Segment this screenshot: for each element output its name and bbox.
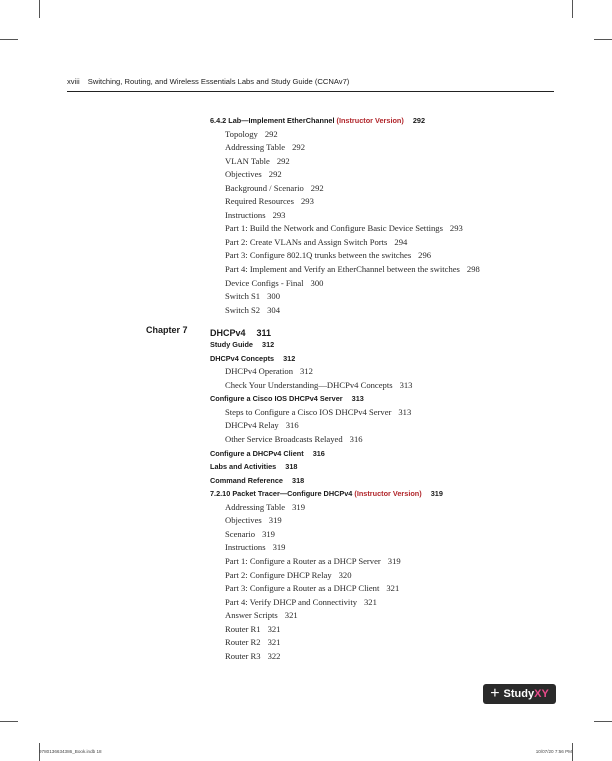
page-ref: 321 <box>364 596 377 607</box>
entry-title: Router R2 <box>225 637 261 648</box>
entry-title: Addressing Table <box>225 142 286 153</box>
page-ref: 300 <box>267 291 280 302</box>
entry-title: Background / Scenario <box>225 182 304 193</box>
toc-subitems-dhcp-concepts <box>210 365 570 392</box>
chapter-label: Chapter 7 <box>146 325 188 336</box>
toc-entry[interactable] <box>210 650 570 664</box>
page-ref: 313 <box>398 406 412 417</box>
section-title: 7.2.10 Packet Tracer—Configure DHCPv4 <box>210 489 353 499</box>
toc-section-configure-client[interactable] <box>210 447 570 461</box>
toc-entry[interactable] <box>210 582 570 596</box>
toc-entry[interactable] <box>210 182 570 196</box>
toc-subitems-lab-642 <box>210 128 570 318</box>
page-ref: 322 <box>267 650 281 661</box>
running-title: Switching, Routing, and Wireless Essentials Labs and Study Guide (CCNAv7) <box>87 77 350 86</box>
toc-entry[interactable] <box>210 379 570 393</box>
crop-mark <box>0 39 18 40</box>
toc-entry[interactable] <box>210 541 570 555</box>
entry-title: Part 2: Configure DHCP Relay <box>225 569 332 580</box>
page-ref: 292 <box>268 169 282 180</box>
section-title: Configure a Cisco IOS DHCPv4 Server <box>210 394 343 404</box>
page-number: xviii <box>67 77 80 86</box>
toc-entry[interactable] <box>210 609 570 623</box>
slug-datetime: 10/07/20 7:56 PM <box>535 749 572 754</box>
page-ref: 319 <box>272 542 286 553</box>
page-ref: 319 <box>430 489 443 499</box>
studyxy-badge <box>483 684 556 704</box>
entry-title: Addressing Table <box>225 501 286 512</box>
badge-word: Study <box>503 688 535 700</box>
page-ref: 292 <box>310 182 324 193</box>
toc-entry[interactable] <box>210 419 570 433</box>
chapter-title: DHCPv4 <box>210 328 246 339</box>
page-ref: 319 <box>292 501 305 512</box>
entry-title: Objectives <box>225 515 262 526</box>
section-title: Command Reference <box>210 475 283 485</box>
toc-entry[interactable] <box>210 277 570 291</box>
toc-entry[interactable] <box>210 209 570 223</box>
page-ref: 313 <box>351 394 364 404</box>
entry-title: DHCPv4 Relay <box>225 420 279 431</box>
toc-subitems-pt-7210 <box>210 501 570 664</box>
page-ref: 316 <box>349 434 363 445</box>
toc-entry[interactable] <box>210 155 570 169</box>
entry-title: Answer Scripts <box>225 610 278 621</box>
toc-section-command-reference[interactable] <box>210 474 570 488</box>
crop-mark <box>0 721 18 722</box>
instructor-version-tag: (Instructor Version) <box>354 489 422 499</box>
toc-entry[interactable] <box>210 128 570 142</box>
entry-title: Other Service Broadcasts Relayed <box>225 434 343 445</box>
entry-title: Steps to Configure a Cisco IOS DHCPv4 Server <box>225 406 392 417</box>
section-title: Study Guide <box>210 340 253 350</box>
entry-title: Part 3: Configure 802.1Q trunks between the switches <box>225 250 412 261</box>
entry-title: VLAN Table <box>225 155 270 166</box>
toc-entry[interactable] <box>210 528 570 542</box>
plus-icon: + <box>490 685 500 702</box>
page-ref: 312 <box>283 353 296 363</box>
page-ref: 320 <box>338 569 352 580</box>
table-of-contents <box>146 114 570 663</box>
page-ref: 292 <box>412 116 426 125</box>
entry-title: Part 1: Configure a Router as a DHCP Server <box>225 555 381 566</box>
entry-title: Part 3: Configure a Router as a DHCP Client <box>225 583 380 594</box>
page-ref: 321 <box>386 583 400 594</box>
entry-title: Instructions <box>225 209 266 220</box>
toc-section-lab-642[interactable] <box>210 114 570 128</box>
toc-entry[interactable] <box>210 433 570 447</box>
toc-section-dhcp-concepts[interactable] <box>210 352 570 366</box>
badge-suffix: XY <box>534 688 549 700</box>
running-header <box>67 77 349 86</box>
crop-mark <box>594 721 612 722</box>
page-ref: 312 <box>300 366 313 377</box>
toc-section-study-guide[interactable] <box>210 338 570 352</box>
page-ref: 294 <box>394 236 408 247</box>
entry-title: Part 4: Verify DHCP and Connectivity <box>225 596 357 607</box>
entry-title: Switch S2 <box>225 304 261 315</box>
toc-entry[interactable] <box>210 141 570 155</box>
toc-section-labs-activities[interactable] <box>210 460 570 474</box>
toc-entry[interactable] <box>210 596 570 610</box>
entry-title: Instructions <box>225 542 266 553</box>
page-ref: 321 <box>284 610 298 621</box>
entry-title: Switch S1 <box>225 291 261 302</box>
toc-entry[interactable] <box>210 263 570 277</box>
toc-entry[interactable] <box>210 249 570 263</box>
page-ref: 318 <box>285 462 298 472</box>
toc-entry[interactable] <box>210 501 570 515</box>
entry-title: Part 4: Implement and Verify an EtherChannel between the switches <box>225 264 460 275</box>
page-ref: 304 <box>267 304 280 315</box>
page-ref: 312 <box>262 340 275 350</box>
toc-entry[interactable] <box>210 623 570 637</box>
entry-title: Device Configs - Final <box>225 277 304 288</box>
crop-mark <box>39 0 40 18</box>
toc-section-pt-7210[interactable] <box>210 487 570 501</box>
page-ref: 292 <box>264 128 278 139</box>
page-ref: 293 <box>272 209 286 220</box>
entry-title: Scenario <box>225 528 256 539</box>
page-ref: 319 <box>268 515 282 526</box>
toc-section-configure-server[interactable] <box>210 392 570 406</box>
toc-entry[interactable] <box>210 222 570 236</box>
page-ref: 318 <box>292 475 305 485</box>
crop-mark <box>594 39 612 40</box>
toc-entry[interactable] <box>210 195 570 209</box>
page-ref: 292 <box>292 142 305 153</box>
page-ref: 293 <box>449 223 463 234</box>
toc-entry[interactable] <box>210 168 570 182</box>
page-ref: 321 <box>267 623 281 634</box>
page-ref: 316 <box>285 420 299 431</box>
toc-entry[interactable] <box>210 236 570 250</box>
page-ref: 300 <box>310 277 324 288</box>
toc-entry[interactable] <box>210 514 570 528</box>
page-ref: 321 <box>267 637 281 648</box>
entry-title: Topology <box>225 128 258 139</box>
entry-title: DHCPv4 Operation <box>225 366 294 377</box>
page-ref: 313 <box>399 379 413 390</box>
page-ref: 319 <box>262 528 275 539</box>
toc-entry[interactable] <box>210 406 570 420</box>
page-ref: 311 <box>256 328 272 339</box>
crop-mark <box>572 743 573 761</box>
section-title: Configure a DHCPv4 Client <box>210 448 304 458</box>
toc-subitems-configure-server <box>210 406 570 447</box>
toc-entry[interactable] <box>210 365 570 379</box>
toc-entry[interactable] <box>210 304 570 318</box>
header-rule <box>67 91 554 92</box>
entry-title: Check Your Understanding—DHCPv4 Concepts <box>225 379 393 390</box>
section-title: DHCPv4 Concepts <box>210 353 275 363</box>
toc-entry[interactable] <box>210 636 570 650</box>
page-ref: 292 <box>276 155 290 166</box>
entry-title: Objectives <box>225 169 262 180</box>
toc-entry[interactable] <box>210 290 570 304</box>
section-title: 6.4.2 Lab—Implement EtherChannel <box>210 116 335 125</box>
entry-title: Router R1 <box>225 623 261 634</box>
page-ref: 293 <box>300 196 314 207</box>
slug-file: 9780136634386_Book.indb 18 <box>39 749 102 754</box>
page-ref: 296 <box>418 250 432 261</box>
crop-mark <box>572 0 573 18</box>
entry-title: Router R3 <box>225 650 261 661</box>
entry-title: Part 2: Create VLANs and Assign Switch Ports <box>225 236 388 247</box>
toc-chapter-7[interactable] <box>146 323 570 339</box>
page-ref: 298 <box>466 264 480 275</box>
entry-title: Required Resources <box>225 196 294 207</box>
toc-entry[interactable] <box>210 569 570 583</box>
section-title: Labs and Activities <box>210 462 277 472</box>
entry-title: Part 1: Build the Network and Configure Basic Device Settings <box>225 223 443 234</box>
toc-entry[interactable] <box>210 555 570 569</box>
instructor-version-tag: (Instructor Version) <box>336 116 404 125</box>
page-ref: 319 <box>387 555 401 566</box>
page-ref: 316 <box>312 448 325 458</box>
